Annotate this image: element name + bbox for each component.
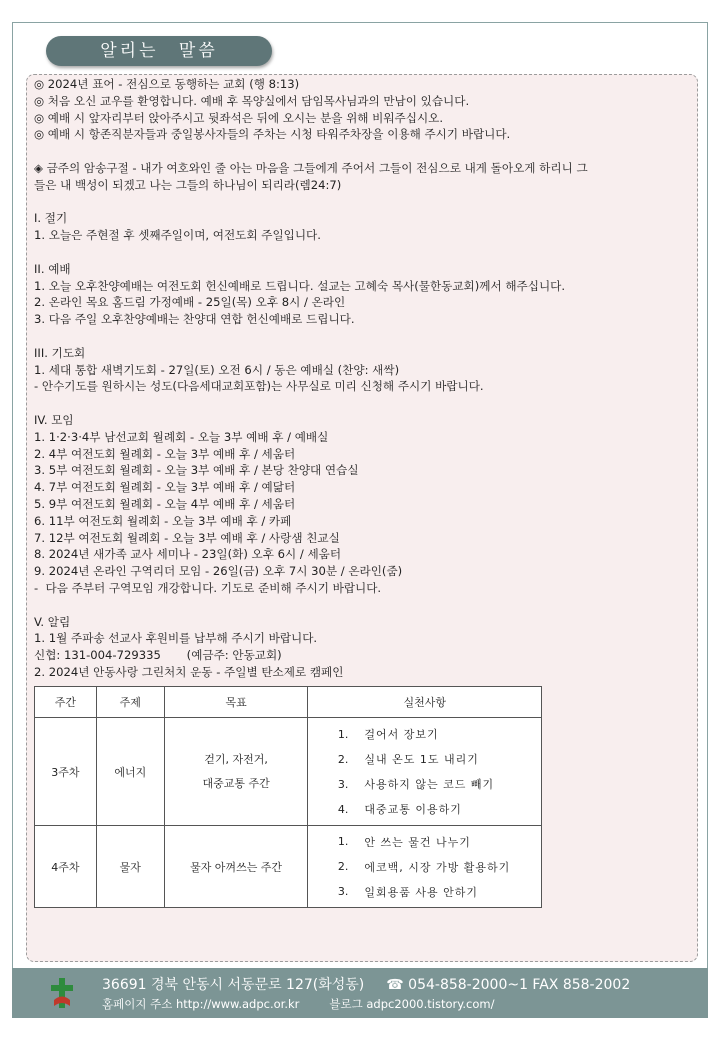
memory-verse-line: 들은 내 백성이 되겠고 나는 그들의 하나님이 되리라(렘24:7): [34, 177, 342, 192]
goal-cell: 물자 아껴쓰는 주간: [164, 826, 308, 908]
goal-line: 대중교통 주간: [202, 776, 270, 790]
section-heading-prayer: III. 기도회: [34, 345, 86, 360]
theme-cell: 에너지: [96, 718, 164, 826]
notices-content: [34, 76, 686, 681]
list-item: 3. 5부 여전도회 월례회 - 오늘 3부 예배 후 / 본당 찬양대 연습실: [34, 463, 359, 478]
theme-cell: 물자: [96, 826, 164, 908]
list-item: 2. 온라인 목요 홈드림 가정예배 - 25일(목) 오후 8시 / 온라인: [34, 295, 346, 310]
actions-cell: [308, 718, 542, 826]
section-heading-news: V. 알림: [34, 614, 71, 629]
table-row: [35, 826, 542, 908]
week-cell: 4주차: [35, 826, 97, 908]
list-item: 1. 1월 주파송 선교사 후원비를 납부해 주시기 바랍니다.: [34, 631, 318, 646]
list-item: 6. 11부 여전도회 월례회 - 오늘 3부 예배 후 / 카페: [34, 513, 292, 528]
list-item: 8. 2024년 새가족 교사 세미나 - 23일(화) 오후 6시 / 세움터: [34, 547, 342, 562]
list-item: 1. 세대 통합 새벽기도회 - 27일(토) 오전 6시 / 동은 예배실 (찬양: 새싹): [34, 362, 400, 377]
section-heading-worship: II. 예배: [34, 261, 71, 276]
memory-verse-line: ◈ 금주의 암송구절 - 내가 여호와인 줄 아는 마음을 그들에게 주어서 그들이 전심으로 내게 돌아오게 하리니 그: [34, 160, 588, 175]
header-actions: 실천사항: [308, 687, 542, 718]
section-heading-meetings: IV. 모임: [34, 412, 74, 427]
header-goal: 목표: [164, 687, 308, 718]
action-item: 4. 대중교통 이용하기: [337, 802, 462, 816]
actions-cell: [308, 826, 542, 908]
list-item: 신협: 131-004-729335 (예금주: 안동교회): [34, 648, 282, 663]
carbon-zero-campaign-table: [34, 686, 542, 908]
action-item: 2. 에코백, 시장 가방 활용하기: [337, 860, 511, 874]
list-item: 1. 오늘은 주현절 후 셋째주일이며, 여전도회 주일입니다.: [34, 228, 321, 243]
table-row: [35, 718, 542, 826]
goal-line: 걷기, 자전거,: [204, 752, 268, 766]
action-item: 1. 걸어서 장보기: [337, 727, 439, 741]
action-item: 1. 안 쓰는 물건 나누기: [337, 835, 471, 849]
list-item: 3. 다음 주일 오후찬양예배는 찬양대 연합 헌신예배로 드립니다.: [34, 312, 355, 327]
notice-line: ◎ 예배 시 항존직분자들과 중일봉사자들의 주차는 시청 타워주차장을 이용해 주시기 바랍니다.: [34, 127, 511, 142]
list-item: 2. 2024년 안동사랑 그린처치 운동 - 주일별 탄소제로 캠페인: [34, 664, 344, 679]
notice-line: ◎ 처음 오신 교우를 환영합니다. 예배 후 목양실에서 담임목사님과의 만남이 있습니다.: [34, 93, 470, 108]
list-item: 9. 2024년 온라인 구역리더 모임 - 26일(금) 오후 7시 30분 / 온라인(줌): [34, 564, 403, 579]
notices-title-badge: [46, 36, 272, 66]
footer-phone: ☎ 054-858-2000~1 FAX 858-2002: [386, 977, 631, 993]
week-cell: 3주차: [35, 718, 97, 826]
list-item: 4. 7부 여전도회 월례회 - 오늘 3부 예배 후 / 예닮터: [34, 480, 296, 495]
footer-web-line: [102, 996, 495, 1012]
action-item: 2. 실내 온도 1도 내리기: [337, 752, 479, 766]
notice-line: ◎ 예배 시 앞자리부터 앉아주시고 뒷좌석은 뒤에 오시는 분을 위해 비워주십시오.: [34, 110, 444, 125]
action-item: 3. 일회용품 사용 안하기: [337, 885, 479, 899]
footer-bar: [12, 968, 708, 1018]
action-item: 3. 사용하지 않는 코드 빼기: [337, 777, 495, 791]
header-week: 주간: [35, 687, 97, 718]
list-item: - 다음 주부터 구역모임 개강합니다. 기도로 준비해 주시기 바랍니다.: [34, 580, 382, 595]
footer-address: 36691 경북 안동시 서동문로 127(화성동): [102, 977, 365, 993]
goal-cell: [164, 718, 308, 826]
list-item: 2. 4부 여전도회 월례회 - 오늘 3부 예배 후 / 세움터: [34, 446, 296, 461]
header-theme: 주제: [96, 687, 164, 718]
section-heading-season: I. 절기: [34, 211, 68, 226]
notice-line: ◎ 2024년 표어 - 전심으로 동행하는 교회 (행 8:13): [34, 77, 300, 91]
list-item: - 안수기도를 원하시는 성도(다음세대교회포함)는 사무실로 미리 신청해 주시기 바랍니다.: [34, 379, 484, 394]
footer-blog-link[interactable]: 블로그 adpc2000.tistory.com/: [329, 997, 495, 1011]
list-item: 7. 12부 여전도회 월례회 - 오늘 3부 예배 후 / 사랑샘 친교실: [34, 530, 340, 545]
page-title: 알리는 말씀: [100, 41, 218, 61]
footer-homepage-link[interactable]: 홈페이지 주소 http://www.adpc.or.kr: [102, 997, 300, 1011]
list-item: 1. 오늘 오후찬양예배는 여전도회 헌신예배로 드립니다. 설교는 고혜숙 목사(물한동교회)께서 해주십니다.: [34, 278, 566, 293]
footer-contact-line: [102, 974, 630, 994]
church-cross-logo-icon: [48, 976, 76, 1010]
list-item: 5. 9부 여전도회 월례회 - 오늘 4부 예배 후 / 세움터: [34, 496, 296, 511]
list-item: 1. 1·2·3·4부 남선교회 월례회 - 오늘 3부 예배 후 / 예배실: [34, 429, 329, 444]
table-header-row: [35, 687, 542, 718]
